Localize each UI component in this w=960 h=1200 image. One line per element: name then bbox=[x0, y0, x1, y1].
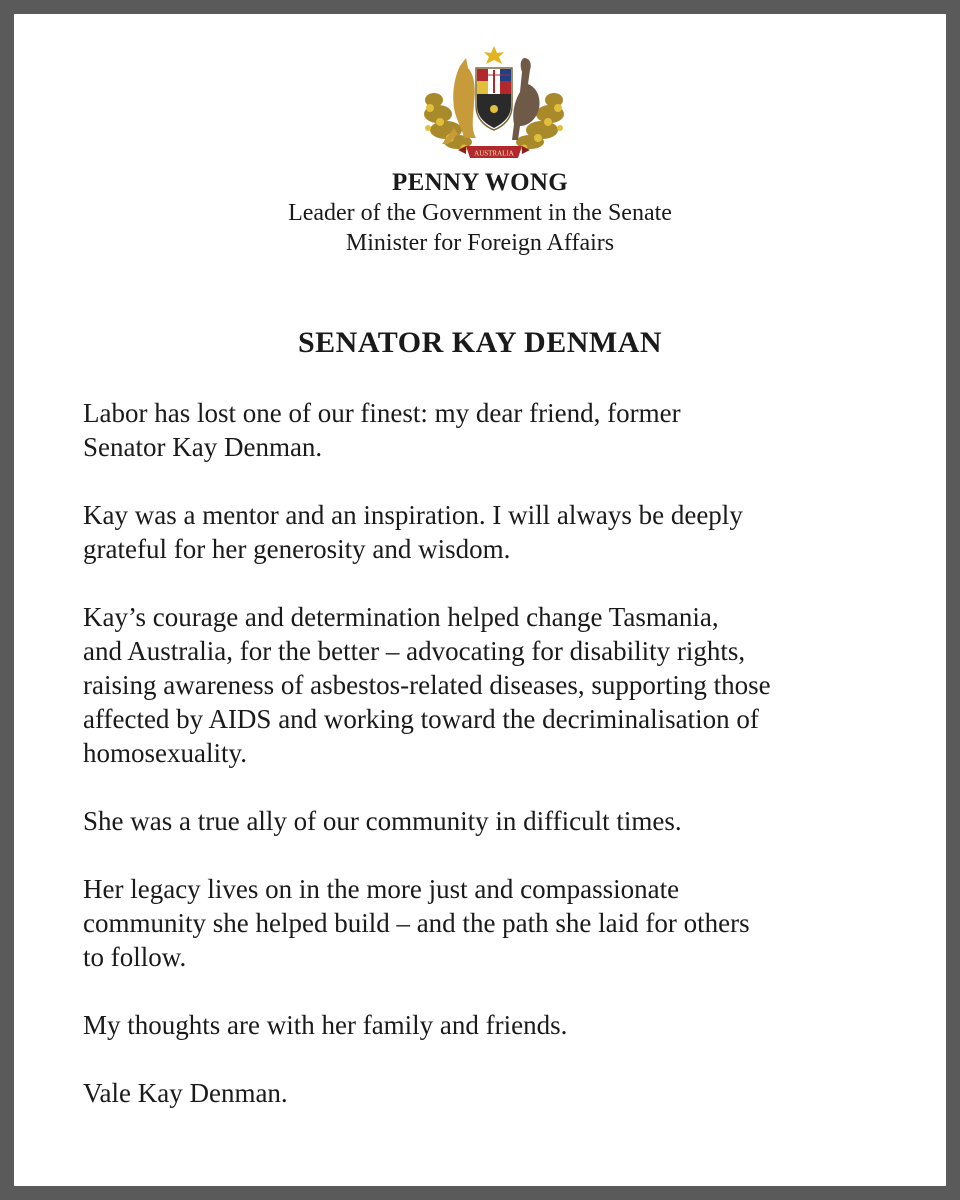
signatory-header bbox=[14, 168, 946, 258]
statement-paragraph bbox=[83, 1008, 895, 1042]
paragraph-line: Vale Kay Denman. bbox=[83, 1078, 288, 1108]
statement-paragraph bbox=[83, 600, 895, 770]
paragraph-line: Kay was a mentor and an inspiration. I will always be deeply bbox=[83, 500, 743, 530]
paragraph-line: community she helped build – and the path she laid for others bbox=[83, 908, 750, 938]
paragraph-line: My thoughts are with her family and friends. bbox=[83, 1010, 568, 1040]
crest-ribbon-text: AUSTRALIA bbox=[474, 149, 514, 158]
paragraph-line: to follow. bbox=[83, 942, 187, 972]
statement-body bbox=[83, 396, 895, 1110]
paragraph-line: and Australia, for the better – advocating for disability rights, bbox=[83, 636, 746, 666]
paragraph-line: Senator Kay Denman. bbox=[83, 432, 323, 462]
paragraph-line: She was a true ally of our community in difficult times. bbox=[83, 806, 682, 836]
paragraph-line: grateful for her generosity and wisdom. bbox=[83, 534, 511, 564]
statement-paragraph bbox=[83, 498, 895, 566]
signatory-role-2: Minister for Foreign Affairs bbox=[345, 230, 615, 256]
statement-title: SENATOR KAY DENMAN bbox=[297, 326, 663, 359]
paragraph-line: Labor has lost one of our finest: my dear friend, former bbox=[83, 398, 681, 428]
statement-paragraph bbox=[83, 396, 895, 464]
statement-paragraph bbox=[83, 804, 895, 838]
signatory-role-1: Leader of the Government in the Senate bbox=[288, 200, 672, 226]
paragraph-line: raising awareness of asbestos-related diseases, supporting those bbox=[83, 670, 771, 700]
australian-coat-of-arms-icon bbox=[420, 44, 568, 162]
paragraph-line: homosexuality. bbox=[83, 738, 247, 768]
paragraph-line: Her legacy lives on in the more just and compassionate bbox=[83, 874, 680, 904]
statement-page bbox=[14, 14, 946, 1186]
statement-paragraph bbox=[83, 872, 895, 974]
paragraph-line: Kay’s courage and determination helped change Tasmania, bbox=[83, 602, 719, 632]
signatory-name: PENNY WONG bbox=[392, 169, 568, 196]
statement-paragraph bbox=[83, 1076, 895, 1110]
paragraph-line: affected by AIDS and working toward the decriminalisation of bbox=[83, 704, 759, 734]
